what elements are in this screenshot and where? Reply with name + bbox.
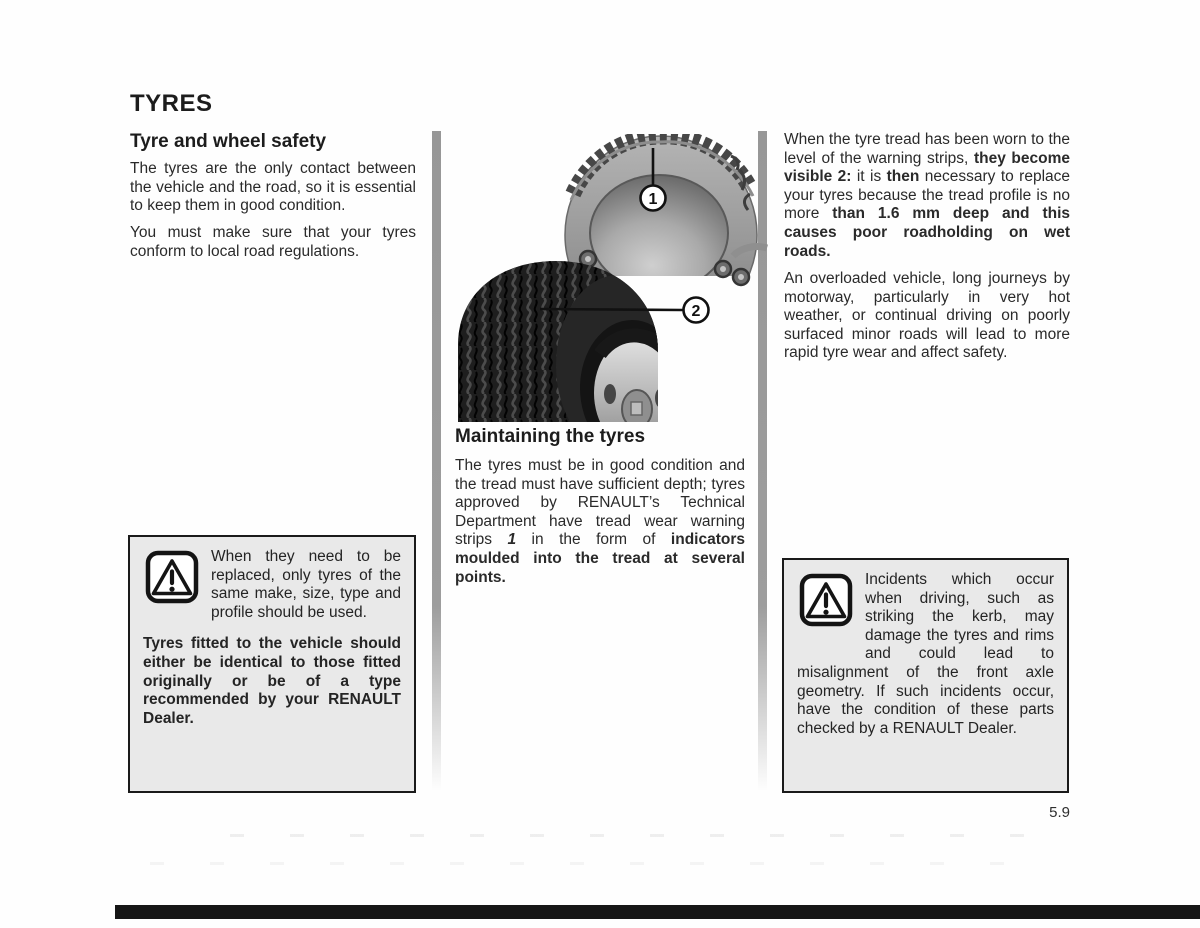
warning-text-plain: When they need to be replaced, only tyres of the same make, size, type and profile should be used. <box>211 548 401 621</box>
svg-text:1: 1 <box>648 191 658 208</box>
warning-box-replacement-tyres <box>128 535 416 793</box>
svg-text:2: 2 <box>691 303 701 320</box>
section-heading-tyre-and-wheel-safety: Tyre and wheel safety <box>130 131 327 152</box>
scan-noise-line <box>230 834 1070 837</box>
left-paragraph-1: The tyres are the only contact between the vehicle and the road, so it is essential to keep them in good condition. <box>130 160 416 215</box>
left-paragraph-2: You must make sure that your tyres conform to local road regulations. <box>130 224 416 260</box>
right-paragraph-1: When the tyre tread has been worn to the level of the warning strips, they become visible 2: it is then necessary to replace your tyres because the tread profile is no more than 1.6 mm deep and this causes poor roadholding on wet roads. <box>784 131 1070 260</box>
warning-triangle-icon <box>145 550 199 604</box>
scan-edge-bar <box>115 905 1200 919</box>
section-heading-maintaining-the-tyres: Maintaining the tyres <box>455 426 646 447</box>
page-number: 5.9 <box>1049 804 1070 821</box>
tyre-wheel-illustration <box>458 261 684 425</box>
right-paragraph-2: An overloaded vehicle, long journeys by motorway, particularly in very hot weather, or continual driving on poorly surfaced minor roads will lead to more rapid tyre wear and affect safety. <box>784 270 1070 362</box>
warning-triangle-icon <box>799 573 853 627</box>
tyre-illustrations <box>450 130 770 425</box>
warning-box-incidents <box>782 558 1069 793</box>
scan-noise-line <box>150 862 1050 865</box>
middle-paragraph: The tyres must be in good condition and the tread must have sufficient depth; tyres approved by RENAULT’s Technical Department have tread wear warning strips 1 in the form of indicators moulded into the tread at several points. <box>455 457 745 586</box>
page-title: TYRES <box>130 90 213 117</box>
column-separator-left <box>432 131 441 791</box>
warning-text-bold: Tyres fitted to the vehicle should either be identical to those fitted originally or be of a type recommended by your RENAULT Dealer. <box>143 635 401 727</box>
warning-text: Incidents which occur when driving, such as striking the kerb, may damage the tyres and rims and could lead to misalignment of the front axle geometry. If such incidents occur, have the condition of these parts checked by a RENAULT Dealer. <box>797 571 1054 737</box>
